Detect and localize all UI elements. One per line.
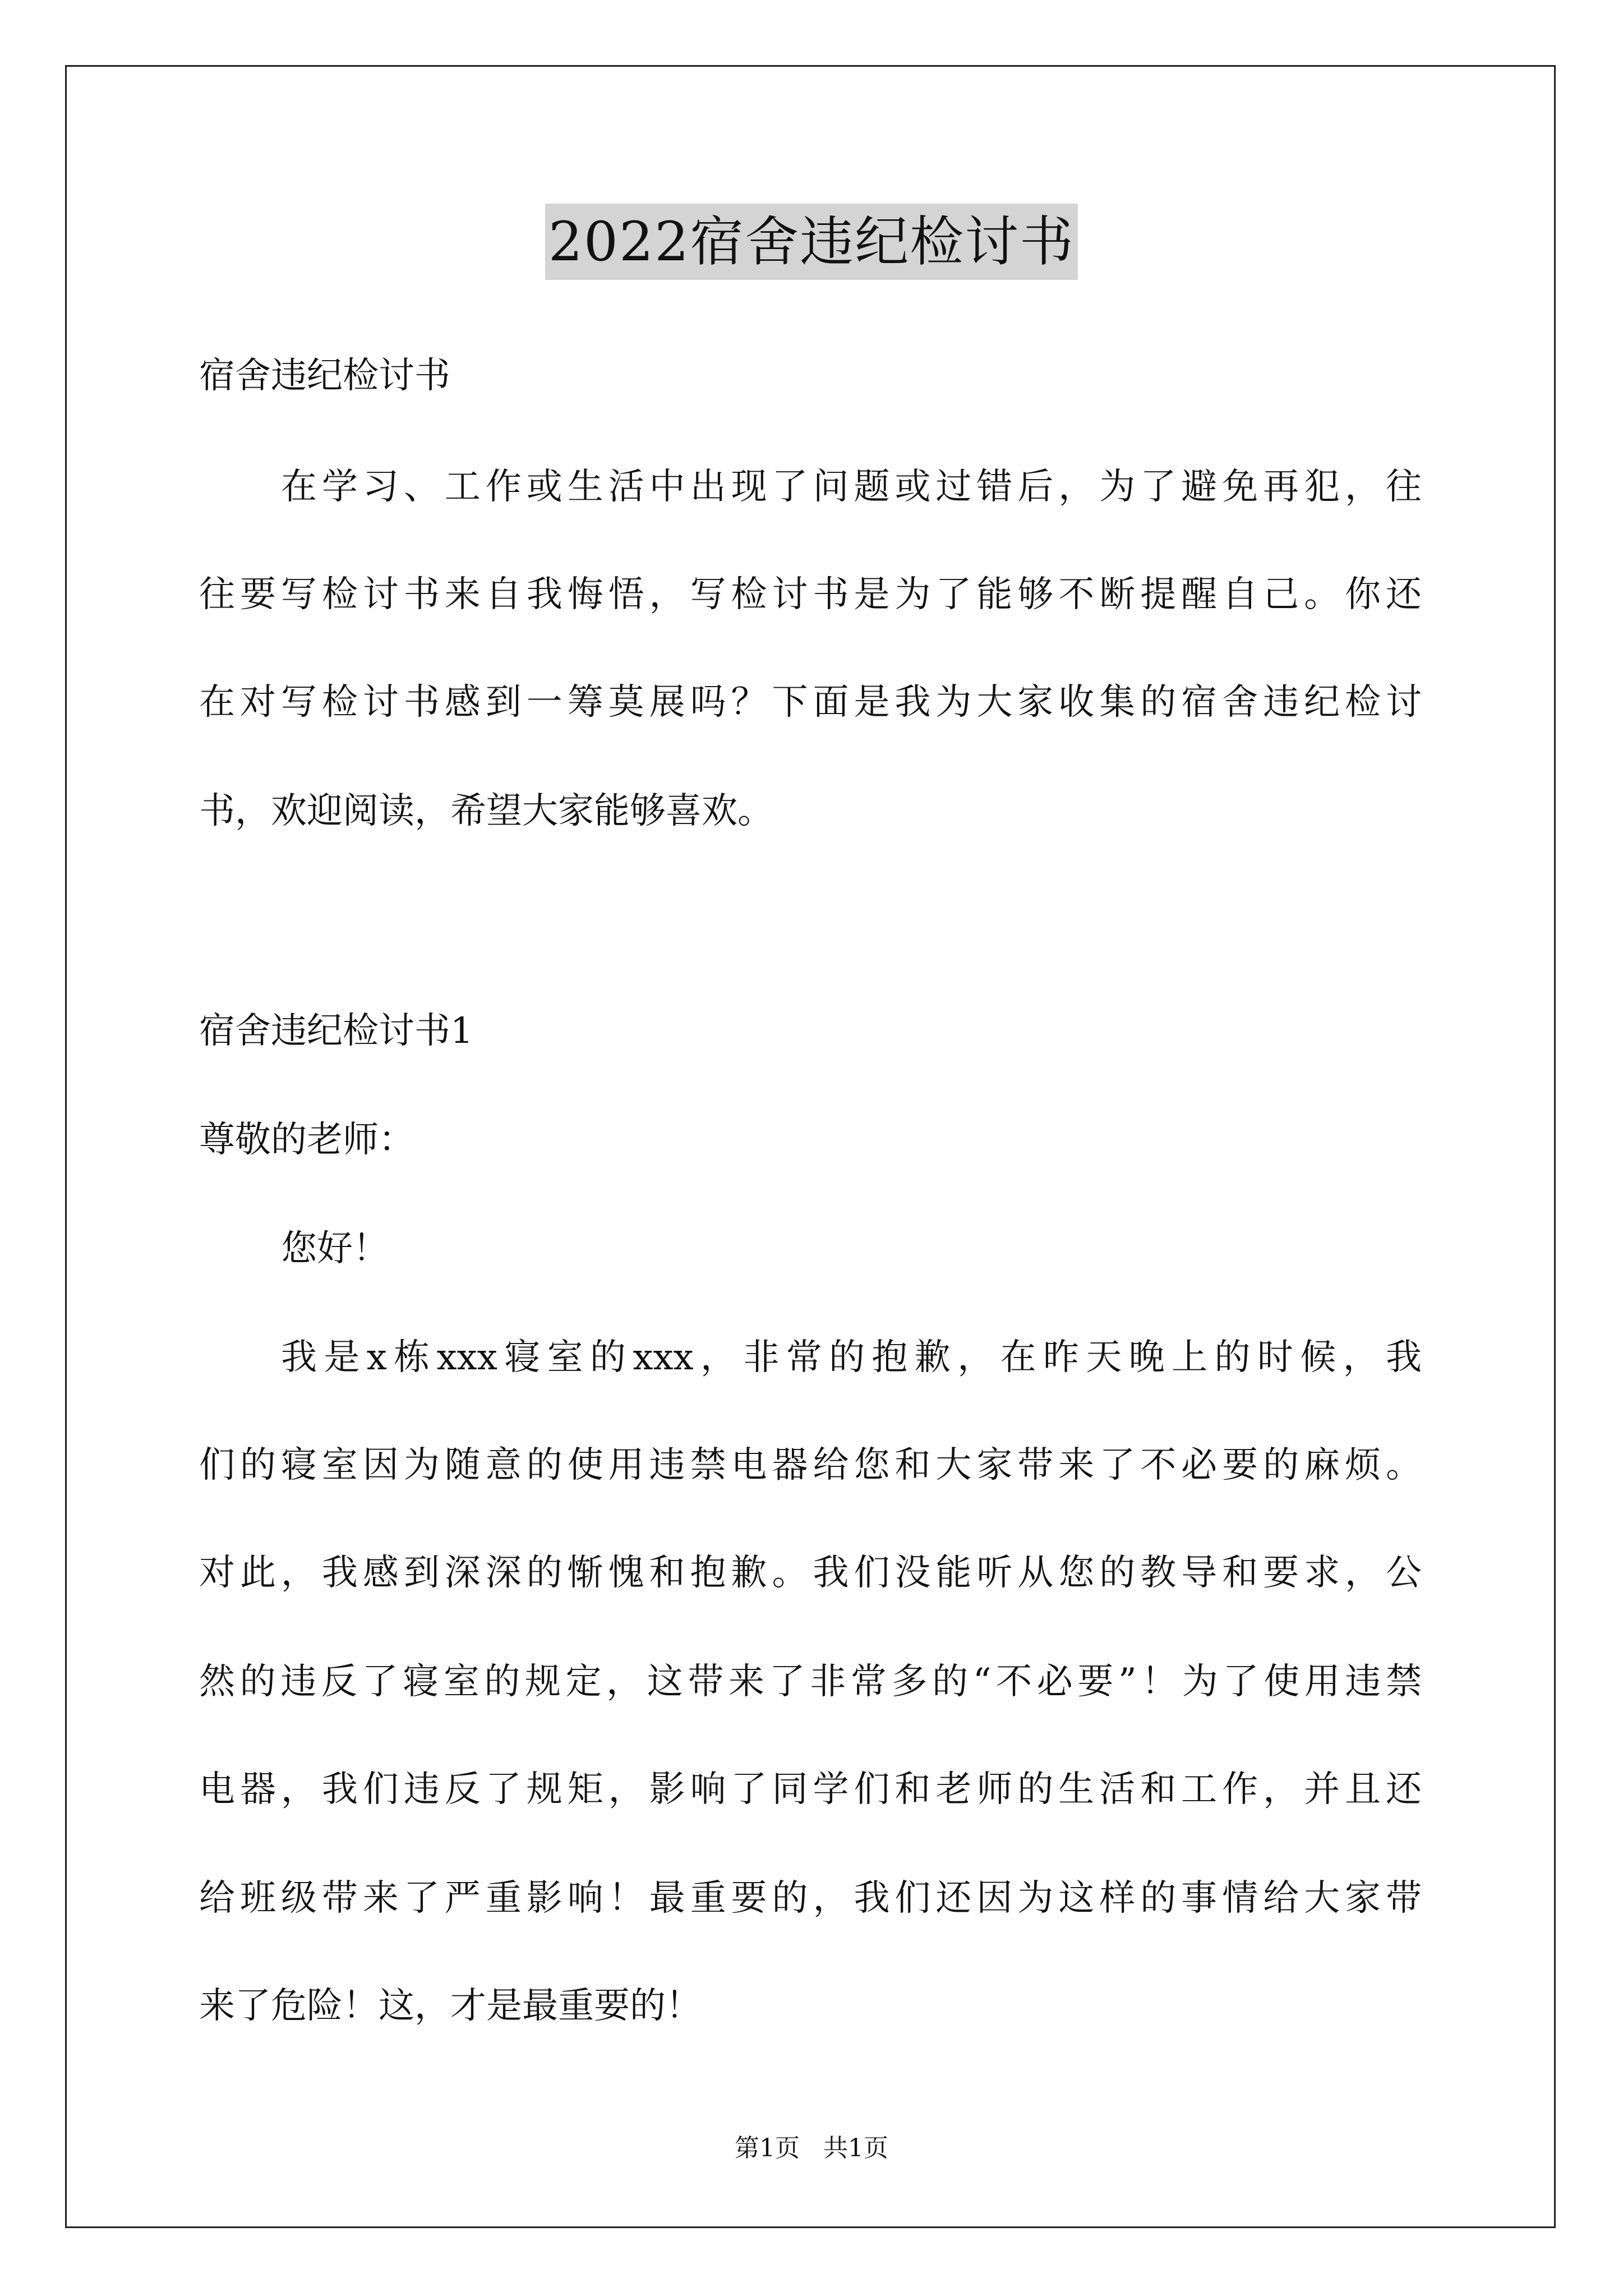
body-line: 我是x栋xxx寝室的xxx，非常的抱歉，在昨天晚上的时候，我	[281, 1337, 1422, 1378]
body-line: 来了危险！这，才是最重要的！	[199, 1985, 702, 2027]
body-line: 然的违反了寝室的规定，这带来了非常多的“不必要”！为了使用违禁	[199, 1661, 1422, 1703]
greeting: 您好！	[281, 1228, 389, 1269]
body-line: 们的寝室因为随意的使用违禁电器给您和大家带来了不必要的麻烦。	[199, 1444, 1422, 1486]
intro-line: 在对写检讨书感到一筹莫展吗？下面是我为大家收集的宿舍违纪检讨	[199, 682, 1422, 723]
body-line: 对此，我感到深深的惭愧和抱歉。我们没能听从您的教导和要求，公	[199, 1552, 1422, 1594]
body-line: 电器，我们违反了规矩，影响了同学们和老师的生活和工作，并且还	[199, 1769, 1422, 1810]
page-number-footer: 第1页 共1页	[735, 2134, 888, 2162]
intro-line: 书，欢迎阅读，希望大家能够喜欢。	[199, 790, 773, 832]
intro-line: 在学习、工作或生活中出现了问题或过错后，为了避免再犯，往	[281, 466, 1422, 508]
title-container	[0, 204, 1623, 280]
body-line: 给班级带来了严重影响！最重要的，我们还因为这样的事情给大家带	[199, 1878, 1422, 1919]
intro-line: 往要写检讨书来自我悔悟，写检讨书是为了能够不断提醒自己。你还	[199, 574, 1422, 615]
section-heading: 宿舍违纪检讨书1	[199, 1010, 473, 1052]
subtitle: 宿舍违纪检讨书	[199, 355, 450, 397]
salutation: 尊敬的老师：	[199, 1119, 414, 1161]
document-title: 2022宿舍违纪检讨书	[545, 204, 1078, 280]
